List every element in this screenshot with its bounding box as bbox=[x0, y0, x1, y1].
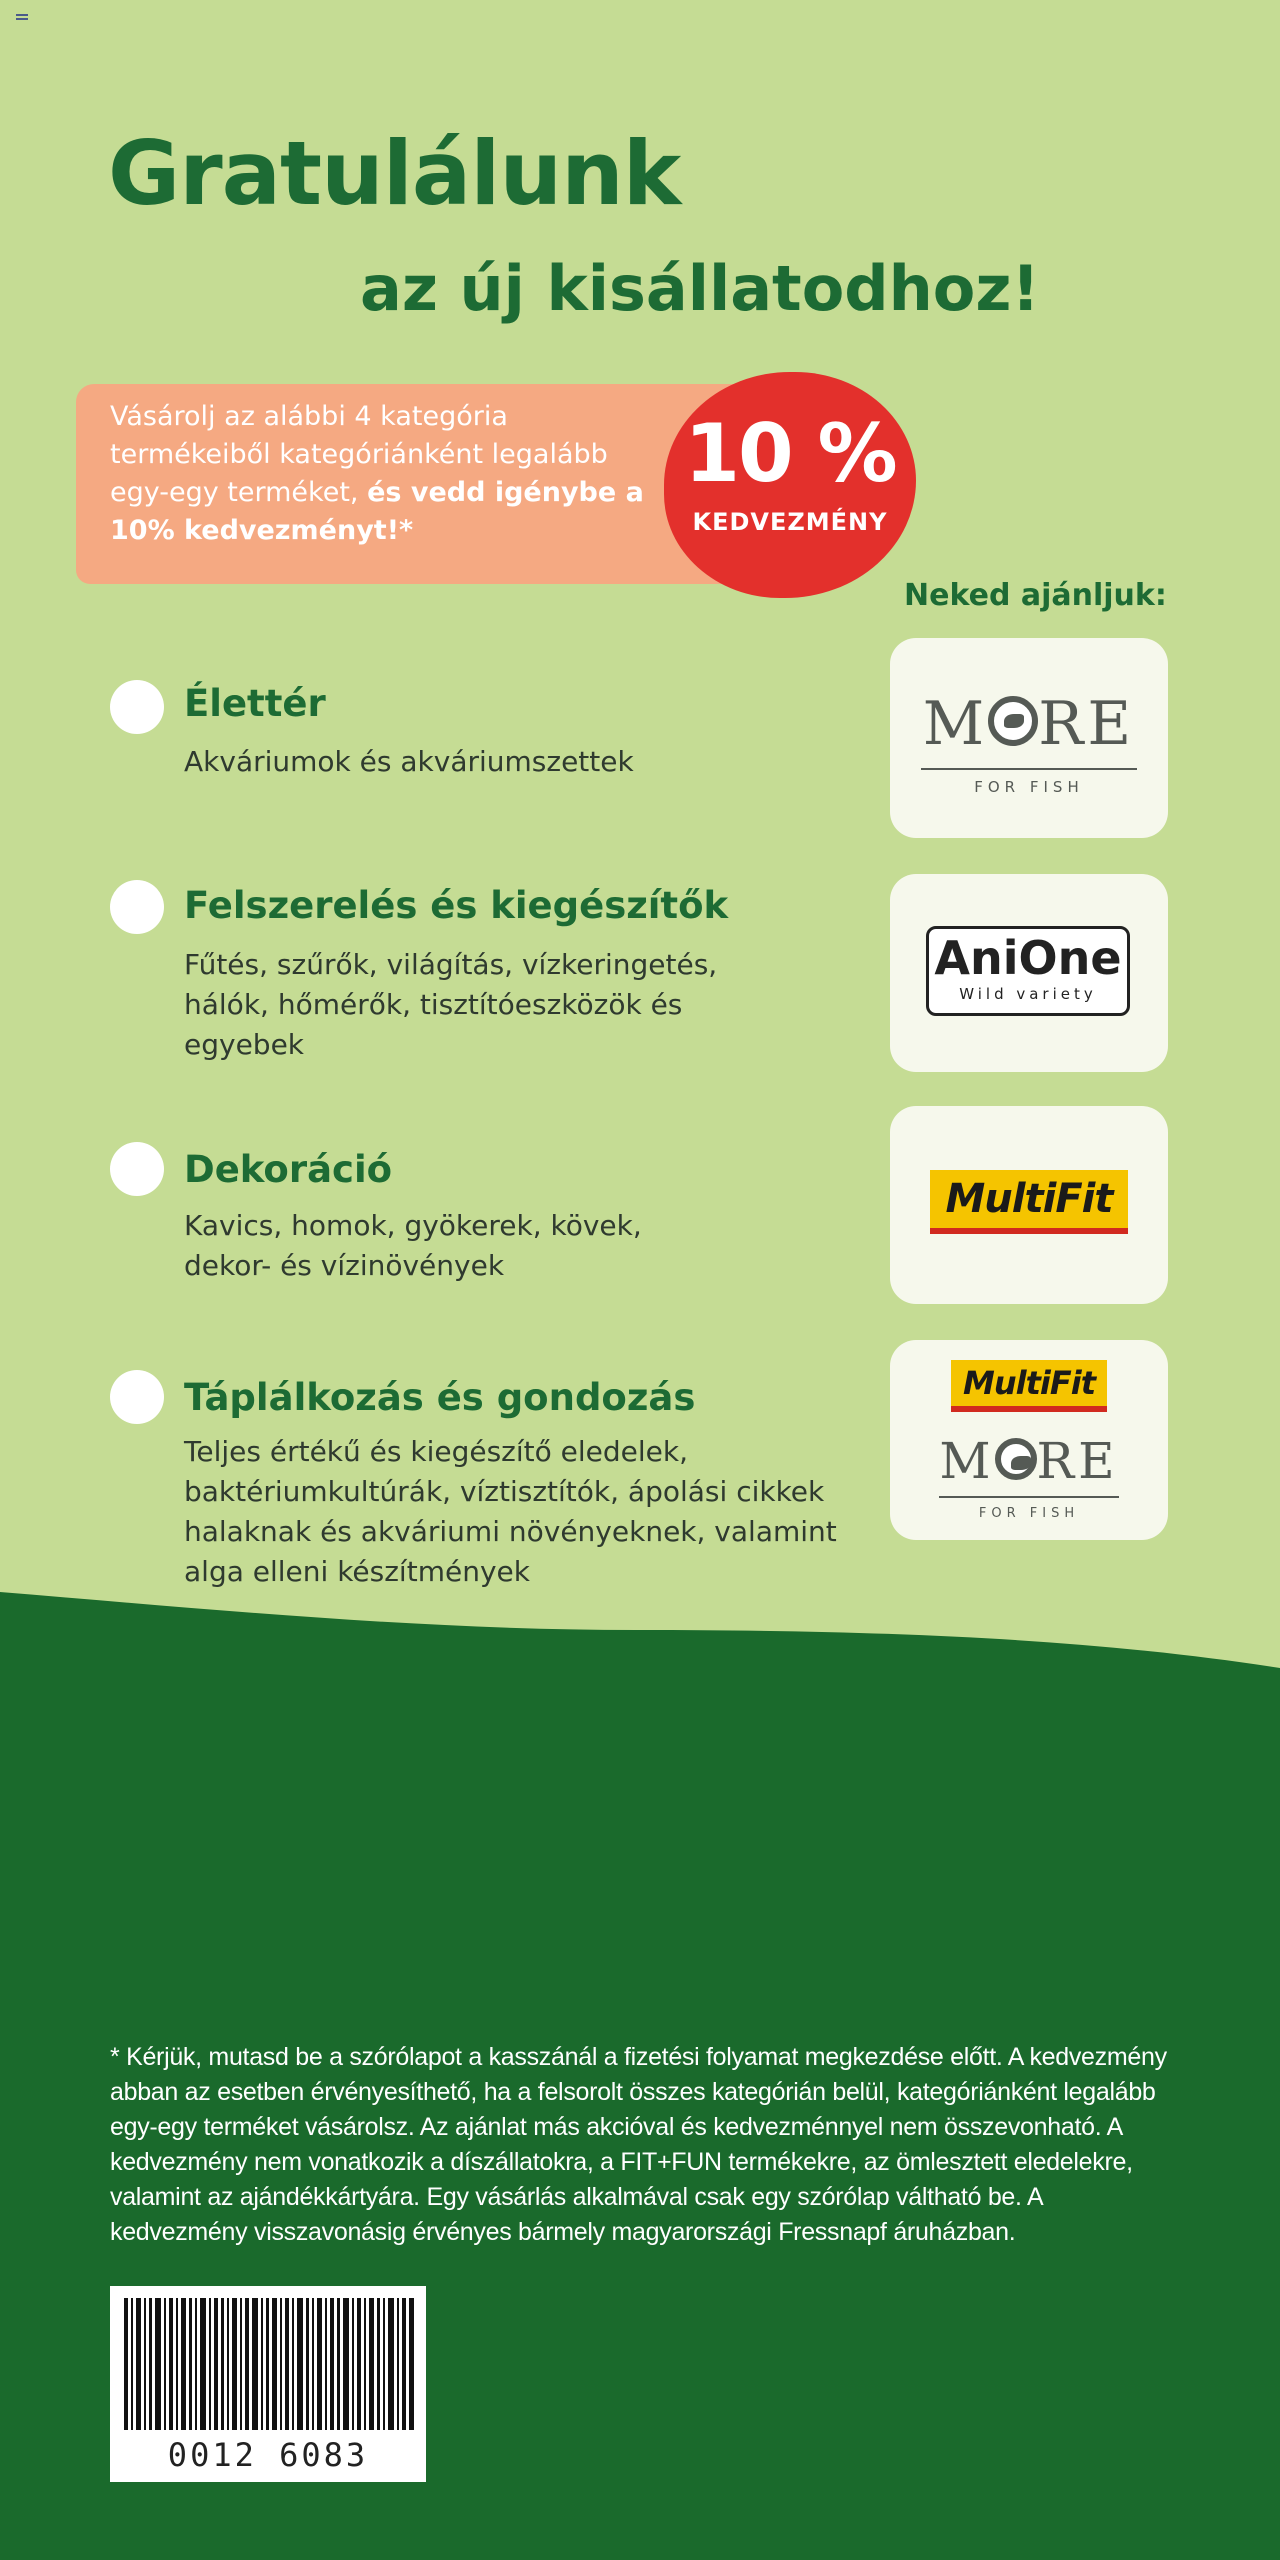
more-for-fish-logo: M RE FOR FISH bbox=[922, 689, 1136, 796]
category-bullet-icon bbox=[110, 1142, 164, 1196]
brand-card-more bbox=[890, 638, 1168, 838]
category-title: Felszerelés és kiegészítők bbox=[184, 884, 729, 927]
promo-text bbox=[110, 398, 670, 550]
category-bullet-icon bbox=[110, 680, 164, 734]
category-bullet-icon bbox=[110, 1370, 164, 1424]
category-bullet-icon bbox=[110, 880, 164, 934]
category-title: Táplálkozás és gondozás bbox=[184, 1376, 696, 1419]
fish-icon bbox=[995, 1438, 1037, 1480]
category-title: Élettér bbox=[184, 682, 326, 725]
category-description: Kavics, homok, gyökerek, kövek, dekor- és vízinövények bbox=[184, 1209, 642, 1282]
more-for-fish-logo: M RE FOR FISH bbox=[939, 1432, 1119, 1521]
discount-value: 10 % bbox=[684, 407, 896, 500]
barcode-bars bbox=[124, 2298, 414, 2430]
page-subtitle: az új kisállatodhoz! bbox=[360, 252, 1040, 325]
brand-card-multifit bbox=[890, 1106, 1168, 1304]
discount-badge bbox=[664, 372, 916, 598]
recommend-label: Neked ajánljuk: bbox=[904, 578, 1167, 613]
category-description: Akváriumok és akváriumszettek bbox=[184, 745, 634, 778]
brand-card-multifit-more bbox=[890, 1340, 1168, 1540]
multifit-logo: MultiFit bbox=[930, 1170, 1129, 1234]
barcode bbox=[110, 2286, 426, 2482]
multifit-logo: MultiFit bbox=[951, 1360, 1107, 1412]
promo-text-plain: Vásárolj az alábbi 4 kategória termékeiből kategóriánként legalább egy-egy terméket, bbox=[110, 401, 608, 508]
barcode-number: 0012 6083 bbox=[167, 2436, 369, 2474]
footnote: * Kérjük, mutasd be a szórólapot a kasszánál a fizetési folyamat megkezdése előtt. A kedvezmény abban az esetben érvényesíthető, ha a felsorolt összes kategórián belül, kategóriánként legalább egy-egy terméket vásárolsz. Az ajánlat más akcióval és kedvezménnyel nem összevonható. A kedvezmény nem vonatkozik a díszállatokra, a FIT+FUN termékekre, az ömlesztett eledelekre, valamint az ajándékkártyára. Egy vásárlás alkalmával csak egy szórólap váltható be. A kedvezmény visszavonásig érvényes bármely magyarországi Fressnapf áruházban. bbox=[110, 2043, 1167, 2246]
anione-logo: AniOne Wild variety bbox=[926, 926, 1130, 1016]
brand-card-anione bbox=[890, 874, 1168, 1072]
category-description: Teljes értékű és kiegészítő eledelek, baktériumkultúrák, víztisztítók, ápolási cikkek halaknak és akváriumi növényeknek, valamint alga elleni készítmények bbox=[184, 1435, 837, 1588]
discount-label: KEDVEZMÉNY bbox=[692, 508, 888, 536]
promo-text-bold: és vedd igénybe a 10% kedvezményt!* bbox=[110, 477, 644, 546]
page-title: Gratulálunk bbox=[108, 122, 681, 225]
fish-icon bbox=[988, 696, 1038, 746]
menu-icon[interactable] bbox=[16, 14, 28, 22]
category-title: Dekoráció bbox=[184, 1148, 393, 1191]
category-description: Fűtés, szűrők, világítás, vízkeringetés, hálók, hőmérők, tisztítóeszközök és egyebek bbox=[184, 948, 718, 1061]
